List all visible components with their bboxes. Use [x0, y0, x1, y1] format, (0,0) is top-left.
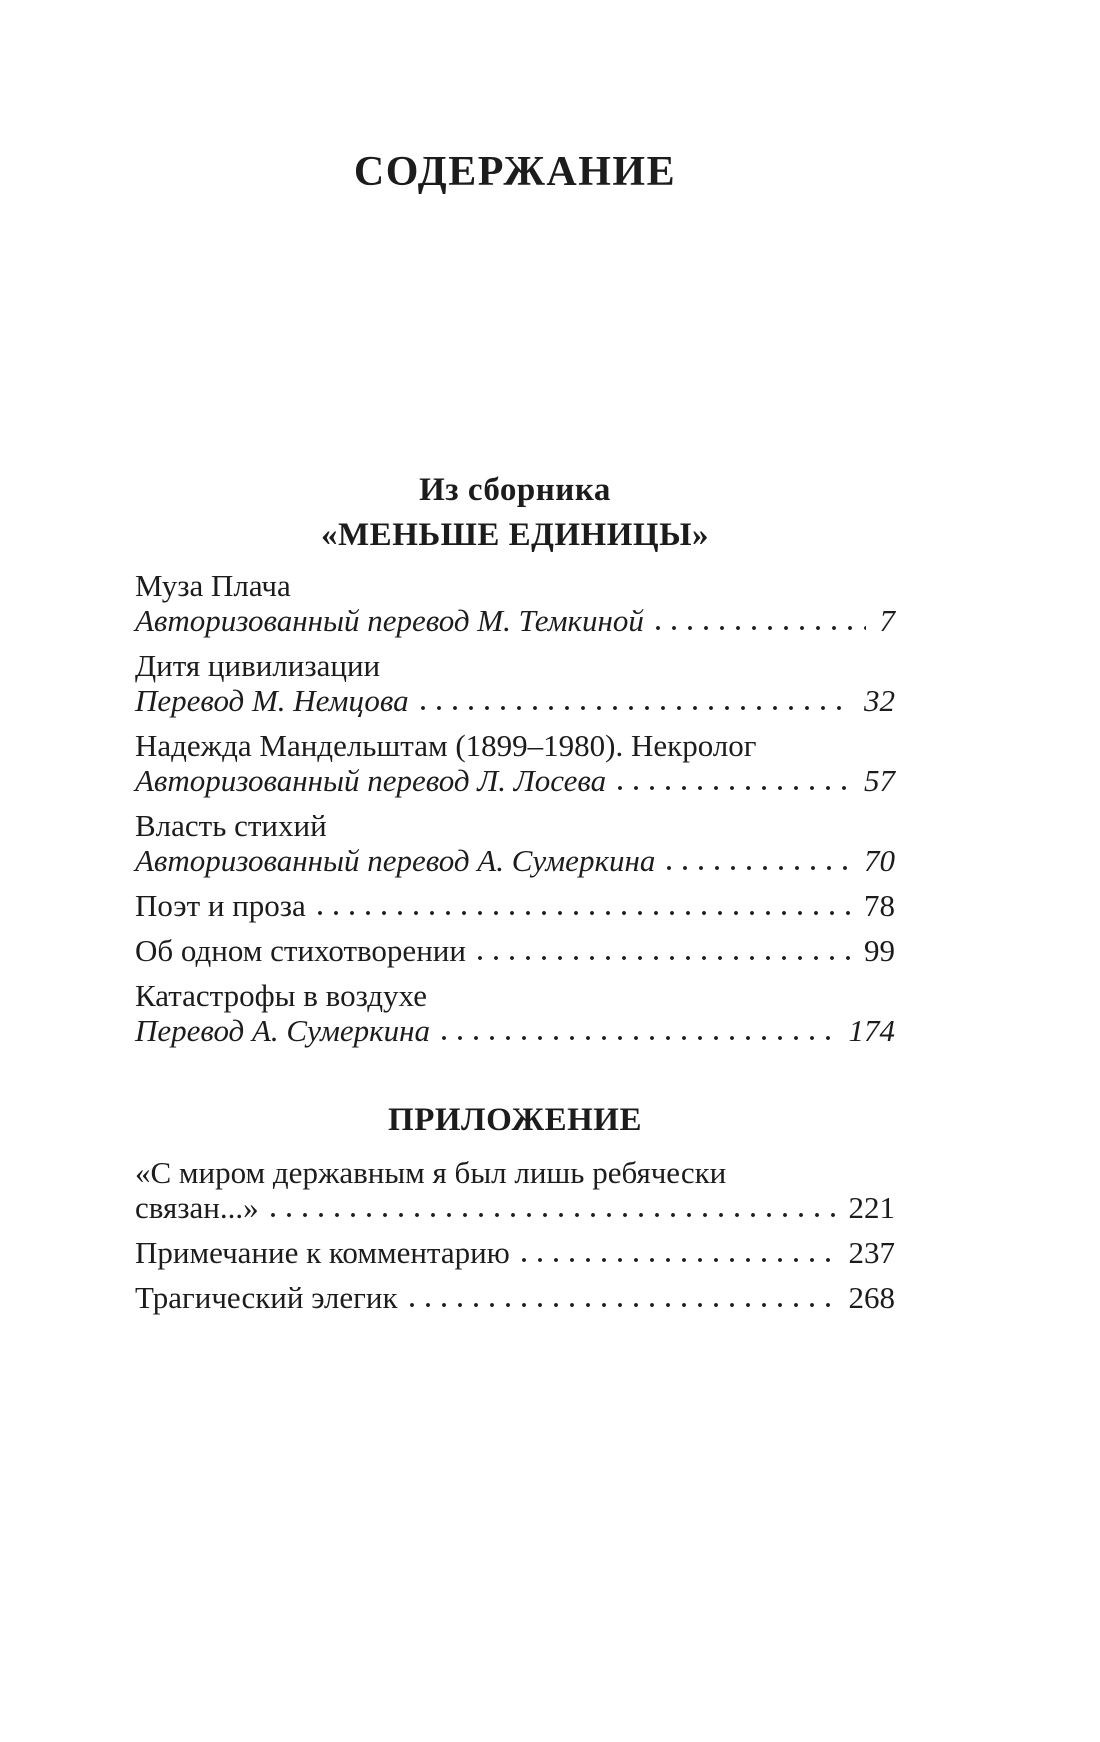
toc-entry: [135, 1155, 895, 1225]
entry-subtitle: Авторизованный перевод А. Сумеркина: [135, 843, 656, 878]
section-heading-line: Из сборника: [419, 472, 611, 508]
dot-leader: [410, 1303, 835, 1307]
page-number: 32: [864, 683, 895, 718]
toc-entry: [135, 808, 895, 878]
entry-subtitle: Перевод А. Сумеркина: [135, 1013, 430, 1048]
section-heading: [135, 1098, 895, 1143]
entry-title: Примечание к комментарию: [135, 1235, 510, 1270]
dot-leader: [522, 1258, 835, 1262]
entry-title: Трагический элегик: [135, 1280, 398, 1315]
entry-title: Об одном стихотворении: [135, 933, 466, 968]
toc-entry: [135, 978, 895, 1048]
toc-entry: [135, 933, 895, 968]
page-number: 57: [864, 763, 895, 798]
toc-entry: [135, 1235, 895, 1270]
toc-entries: [135, 1155, 895, 1315]
section-heading-line: ПРИЛОЖЕНИЕ: [388, 1102, 642, 1138]
toc-entry: [135, 1280, 895, 1315]
entry-subtitle: Перевод М. Немцова: [135, 683, 409, 718]
dot-leader: [478, 956, 850, 960]
entry-title: «С миром державным я был лишь ребячески: [135, 1155, 727, 1190]
toc-section-appendix: [135, 1098, 895, 1315]
toc-entries: [135, 568, 895, 1048]
dot-leader: [318, 911, 850, 915]
entry-subtitle: Авторизованный перевод Л. Лосева: [135, 763, 607, 798]
dot-leader: [271, 1213, 835, 1217]
dot-leader: [656, 626, 866, 630]
page-title: СОДЕРЖАНИЕ: [353, 149, 677, 195]
section-heading-line: «МЕНЬШЕ ЕДИНИЦЫ»: [321, 517, 709, 553]
entry-title: Дитя цивилизации: [135, 648, 381, 683]
dot-leader: [618, 786, 850, 790]
entry-title: Катастрофы в воздухе: [135, 978, 428, 1013]
toc-content: [135, 0, 895, 1325]
entry-title: Власть стихий: [135, 808, 327, 843]
dot-leader: [421, 706, 850, 710]
page-number: 237: [848, 1235, 895, 1270]
entry-title-continued: связан...»: [135, 1190, 259, 1225]
entry-title: Муза Плача: [135, 568, 291, 603]
section-heading: [135, 468, 895, 558]
page-number: 78: [864, 888, 895, 923]
toc-entry: [135, 648, 895, 718]
entry-subtitle: Авторизованный перевод М. Темкиной: [135, 603, 644, 638]
page-number: 7: [879, 603, 895, 638]
dot-leader: [667, 866, 850, 870]
dot-leader: [442, 1036, 835, 1040]
page-number: 70: [864, 843, 895, 878]
page-number: 268: [848, 1280, 895, 1315]
entry-title: Поэт и проза: [135, 888, 306, 923]
toc-entry: [135, 728, 895, 798]
toc-section-less-than-one: [135, 468, 895, 1048]
page-number: 99: [864, 933, 895, 968]
toc-entry: [135, 888, 895, 923]
entry-title: Надежда Мандельштам (1899–1980). Некролог: [135, 728, 757, 763]
toc-entry: [135, 568, 895, 638]
page-number: 221: [848, 1190, 895, 1225]
page-number: 174: [848, 1013, 895, 1048]
